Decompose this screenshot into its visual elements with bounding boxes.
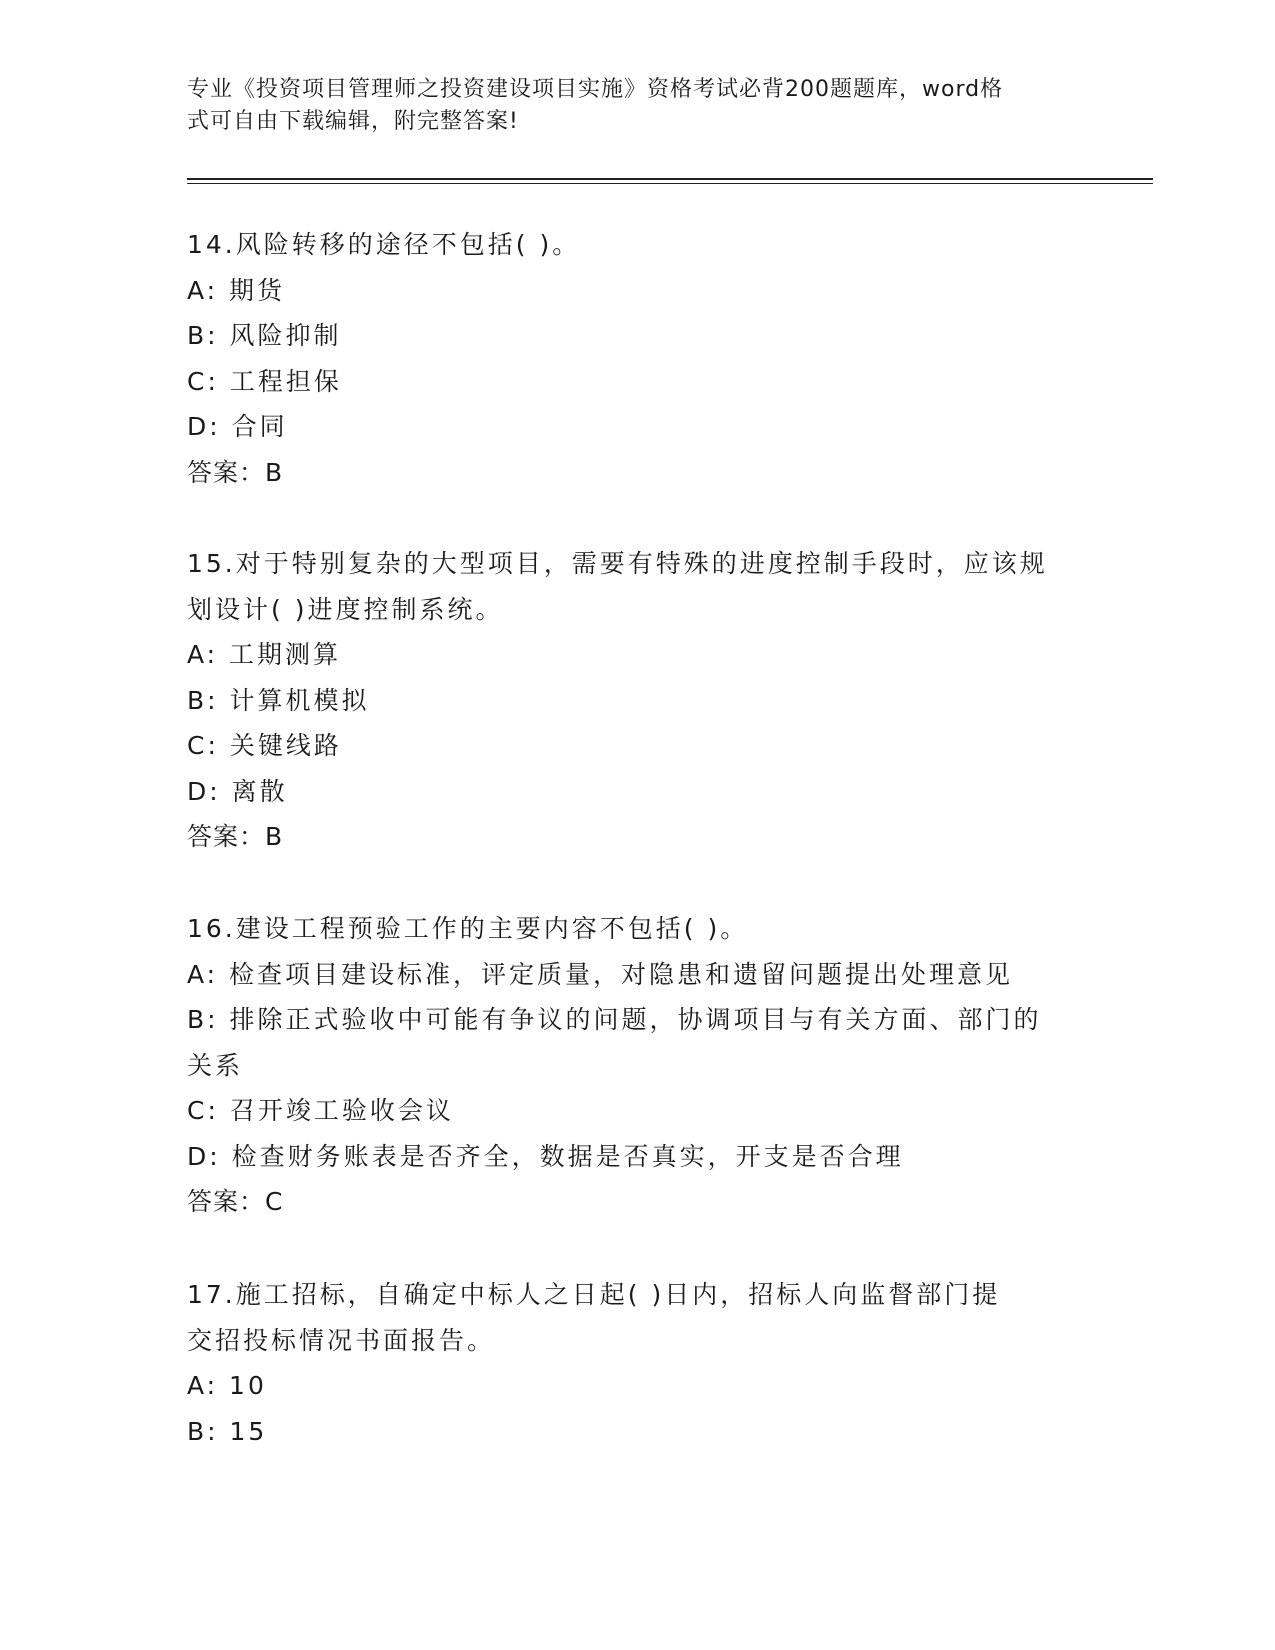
question-15 [187,541,1087,860]
question-16 [187,906,1087,1225]
question-stem: 17.施工招标，自确定中标人之日起( )日内，招标人向监督部门提 [187,1280,1001,1309]
answer: 答案：C [187,1187,284,1216]
option-d: D: 离散 [187,776,288,806]
answer: 答案：B [187,822,284,851]
header-divider-thick [187,178,1153,180]
question-stem: 14.风险转移的途径不包括( )。 [187,230,581,259]
option-a: A: 10 [187,1371,267,1400]
header-divider-thin [187,183,1153,184]
option-d: D: 检查财务账表是否齐全，数据是否真实，开支是否合理 [187,1141,904,1171]
option-c: C: 工程担保 [187,366,342,396]
question-stem-cont: 划设计( )进度控制系统。 [187,594,504,624]
option-c: C: 关键线路 [187,731,342,760]
option-c: C: 召开竣工验收会议 [187,1096,454,1125]
option-b: B: 风险抑制 [187,321,342,350]
option-b: B: 排除正式验收中可能有争议的问题，协调项目与有关方面、部门的 [187,1005,1042,1034]
option-a: A: 工期测算 [187,640,342,669]
answer: 答案：B [187,457,284,487]
question-14 [187,222,1087,495]
option-a: A: 期货 [187,275,286,305]
option-b: B: 计算机模拟 [187,685,370,715]
question-stem: 16.建设工程预验工作的主要内容不包括( )。 [187,914,749,943]
header-line-2: 式可自由下载编辑，附完整答案! [187,109,519,134]
question-17 [187,1272,1087,1454]
document-header [187,74,1067,138]
question-stem-cont: 交招投标情况书面报告。 [187,1325,496,1355]
option-a: A: 检查项目建设标准，评定质量，对隐患和遗留问题提出处理意见 [187,959,1014,989]
question-stem: 15.对于特别复杂的大型项目，需要有特殊的进度控制手段时，应该规 [187,549,1048,578]
option-d: D: 合同 [187,412,288,441]
option-b-cont: 关系 [187,1050,244,1080]
header-line-1: 专业《投资项目管理师之投资建设项目实施》资格考试必背200题题库，word格 [187,77,1004,102]
option-b: B: 15 [187,1416,268,1446]
